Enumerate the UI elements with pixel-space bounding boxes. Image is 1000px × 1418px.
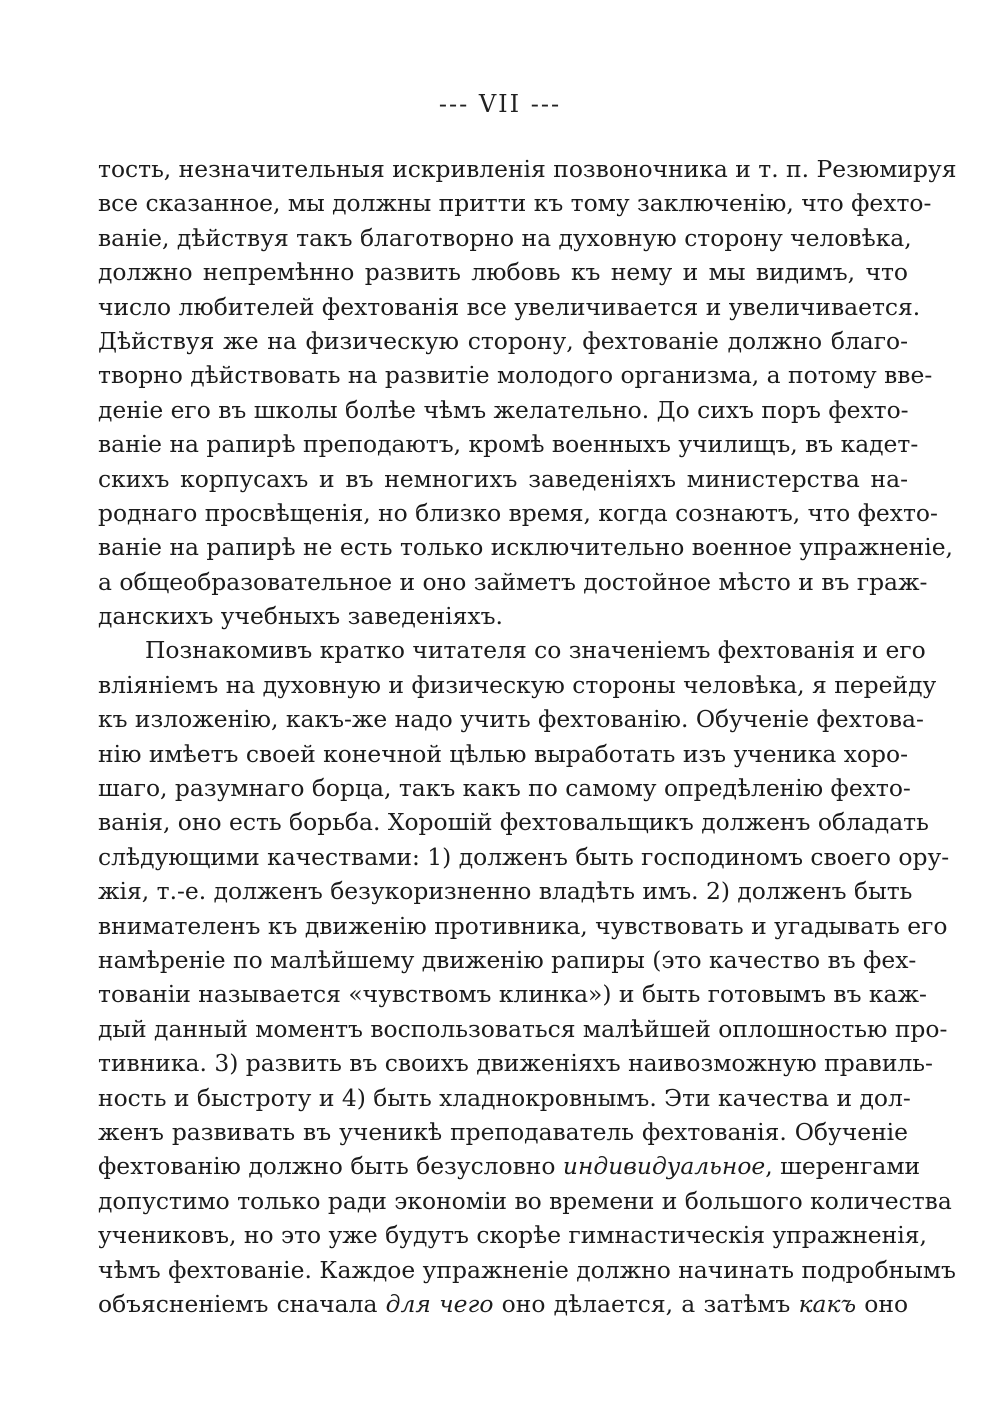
text-line: творно дѣйствовать на развитіе молодого организма, а потому вве- — [98, 361, 933, 390]
text-line: жія, т.-е. долженъ безукоризненно владѣть имъ. 2) долженъ быть — [98, 877, 913, 906]
text-line: ваніе, дѣйствуя такъ благотворно на духовную сторону человѣка, — [98, 223, 912, 252]
text-line: ность и быстроту и 4) быть хладнокровнымъ. Эти качества и дол- — [98, 1083, 911, 1112]
text-line: къ изложенію, какъ-же надо учить фехтованію. Обученіе фехтова- — [98, 705, 924, 734]
text-line: намѣреніе по малѣйшему движенію рапиры (это качество въ фех- — [98, 945, 917, 974]
text-line: ваніе на рапирѣ преподаютъ, кромѣ военныхъ училищъ, въ кадет- — [98, 430, 919, 459]
text-line: все сказанное, мы должны притти къ тому заключенію, что фехто- — [98, 189, 932, 218]
page-body — [98, 152, 957, 1321]
text-line: дый данный моментъ воспользоваться малѣйшей оплошностью про- — [98, 1014, 948, 1043]
text-line: должно непремѣнно развить любовь къ нему и мы видимъ, что — [98, 258, 908, 287]
text-line: тованіи называется «чувствомъ клинка») и быть готовымъ въ каж- — [98, 980, 927, 1009]
italic-emphasis: какъ — [798, 1289, 857, 1318]
text-line: нію имѣетъ своей конечной цѣлью выработать изъ ученика хоро- — [98, 739, 908, 768]
text-line: внимателенъ къ движенію противника, чувствовать и угадывать его — [98, 911, 948, 940]
text-fragment: объясненіемъ сначала — [98, 1289, 378, 1318]
text-line: шаго, разумнаго борца, такъ какъ по самому опредѣленію фехто- — [98, 774, 911, 803]
text-line-with-italic — [98, 1287, 908, 1321]
text-line: учениковъ, но это уже будутъ скорѣе гимнастическія упражненія, — [98, 1221, 927, 1250]
text-line: ваніе на рапирѣ не есть только исключительно военное упражненіе, — [98, 533, 953, 562]
text-fragment: оно дѣлается, а затѣмъ — [501, 1289, 791, 1318]
text-fragment: фехтованію должно быть безусловно — [98, 1152, 556, 1181]
text-line: роднаго просвѣщенія, но близко время, когда сознаютъ, что фехто- — [98, 498, 938, 527]
text-line-with-italic — [98, 1149, 921, 1183]
text-line: данскихъ учебныхъ заведеніяхъ. — [98, 602, 503, 631]
text-line: тивника. 3) развить въ своихъ движеніяхъ наивозможную правиль- — [98, 1049, 933, 1078]
text-line: деніе его въ школы болѣе чѣмъ желательно. До сихъ поръ фехто- — [98, 395, 909, 424]
text-fragment: оно — [864, 1289, 909, 1318]
text-line: ванія, оно есть борьба. Хорошій фехтовальщикъ долженъ обладать — [98, 808, 929, 837]
text-line: Познакомивъ кратко читателя со значеніемъ фехтованія и его — [145, 636, 926, 665]
text-line: допустимо только ради экономіи во времени и большого количества — [98, 1186, 952, 1215]
text-line: скихъ корпусахъ и въ немногихъ заведеніяхъ министерства на- — [98, 464, 908, 493]
text-line: число любителей фехтованія все увеличивается и увеличивается. — [98, 292, 921, 321]
text-fragment: , шеренгами — [765, 1152, 921, 1181]
text-line: а общеобразовательное и оно займетъ достойное мѣсто и въ граж- — [98, 567, 928, 596]
text-line: тость, незначительныя искривленія позвоночника и т. п. Резюмируя — [98, 155, 957, 183]
italic-emphasis: индивидуальное — [562, 1152, 766, 1181]
page-number-header: --- VII --- — [438, 90, 562, 118]
text-line: вліяніемъ на духовную и физическую стороны человѣка, я перейду — [98, 670, 937, 699]
text-line: Дѣйствуя же на физическую сторону, фехтованіе должно благо- — [98, 326, 908, 355]
text-line: женъ развивать въ ученикѣ преподаватель фехтованія. Обученіе — [98, 1117, 908, 1146]
text-line: слѣдующими качествами: 1) долженъ быть господиномъ своего ору- — [98, 842, 950, 871]
italic-emphasis: для чего — [385, 1289, 494, 1318]
text-line: чѣмъ фехтованіе. Каждое упражненіе должно начинать подробнымъ — [98, 1255, 956, 1284]
